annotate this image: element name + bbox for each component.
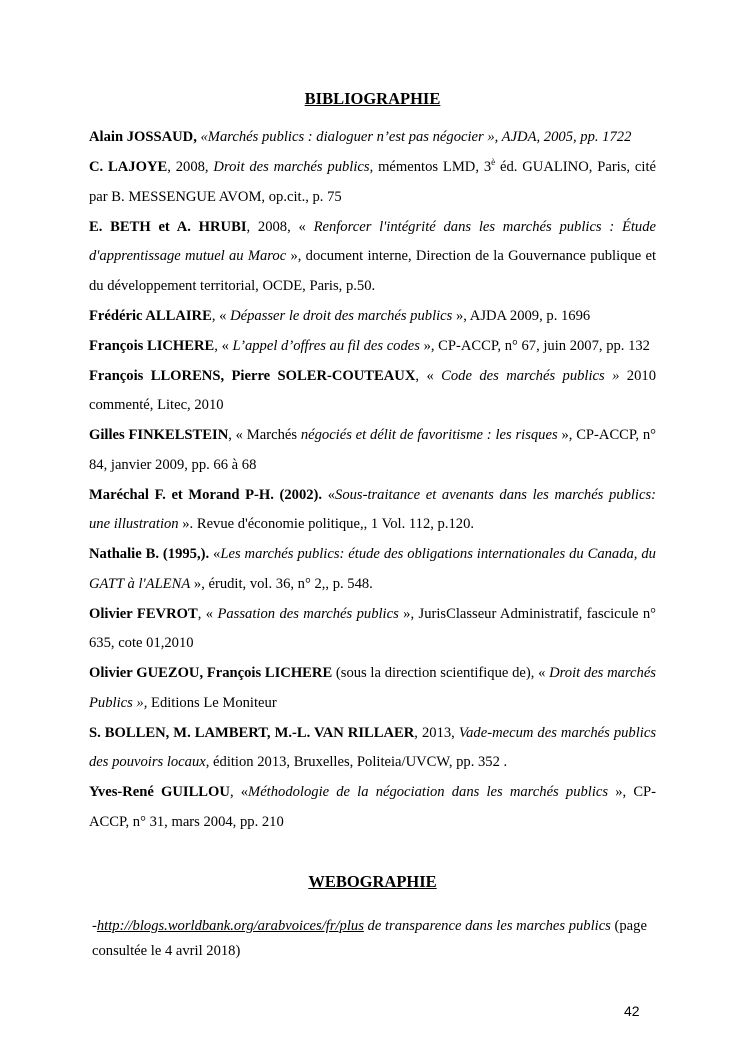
bib-entry-guillou: Yves-René GUILLOU, «Méthodologie de la négociation dans les marchés publics », CP-ACCP, n° 31, mars 2004, pp. 210 <box>89 784 657 830</box>
bib-entry-beth-hrubi: E. BETH et A. HRUBI, 2008, « Renforcer l'intégrité dans les marchés publics : Étude d'apprentissage mutuel au Maroc », document interne, Direction de la Gouvernance publique et du développement territorial, OCDE, Paris, p.50. <box>89 218 657 294</box>
bib-entry-llorens: François LLORENS, Pierre SOLER-COUTEAUX, « Code des marchés publics » 2010 commenté, Litec, 2010 <box>89 367 656 413</box>
bib-entry-bollen: S. BOLLEN, M. LAMBERT, M.-L. VAN RILLAER, 2013, Vade-mecum des marchés publics des pouvoirs locaux, édition 2013, Bruxelles, Politeia/UVCW, pp. 352 . <box>89 724 656 770</box>
bib-entry-lajoye: C. LAJOYE, 2008, Droit des marchés publics, mémentos LMD, $3^è$ éd. GUALINO, Paris, cité par B. MESSENGUE AVOM, op.cit., p. 75 <box>89 157 656 205</box>
bib-entry-lichere: François LICHERE, « L’appel d’offres au fil des codes », CP-ACCP, n° 67, juin 2007, pp. 132 <box>89 337 650 354</box>
worldbank-blog-link[interactable]: http://blogs.worldbank.org/arabvoices/fr/plus <box>96 918 364 934</box>
webography-title: WEBOGRAPHIE <box>308 872 437 891</box>
bib-entry-jossaud: Alain JOSSAUD, «Marchés publics : dialoguer n’est pas négocier », AJDA, 2005, pp. 1722 <box>89 129 632 145</box>
bib-entry-guezou: Olivier GUEZOU, François LICHERE (sous la direction scientifique de), « Droit des marchés Publics », Editions Le Moniteur <box>89 665 656 711</box>
bib-entry-nathalie: Nathalie B. (1995,). «Les marchés publics: étude des obligations internationales du Canada, du GATT à l'ALENA », érudit, vol. 36, n° 2,, p. 548. <box>89 546 656 592</box>
bib-entry-allaire: Frédéric ALLAIRE, « Dépasser le droit des marchés publics », AJDA 2009, p. 1696 <box>89 307 591 324</box>
page-number: 42 <box>624 1003 640 1019</box>
bib-entry-marechal: Maréchal F. et Morand P-H. (2002). «Sous-traitance et avenants dans les marchés publics: une illustration ». Revue d'économie politique,, 1 Vol. 112, p.120. <box>89 486 657 532</box>
bib-entry-fevrot: Olivier FEVROT, « Passation des marchés publics », JurisClasseur Administratif, fascicule n° 635, cote 01,2010 <box>89 605 657 651</box>
bibliography-title: BIBLIOGRAPHIE <box>304 89 441 108</box>
bib-entry-finkelstein: Gilles FINKELSTEIN, « Marchés négociés et délit de favoritisme : les risques », CP-ACCP, n° 84, janvier 2009, pp. 66 à 68 <box>89 427 656 473</box>
webography-entry: -http://blogs.worldbank.org/arabvoices/fr/plus de transparence dans les marches publics (page consultée le 4 avril 2018) <box>92 918 647 959</box>
bibliography-list <box>89 123 656 837</box>
